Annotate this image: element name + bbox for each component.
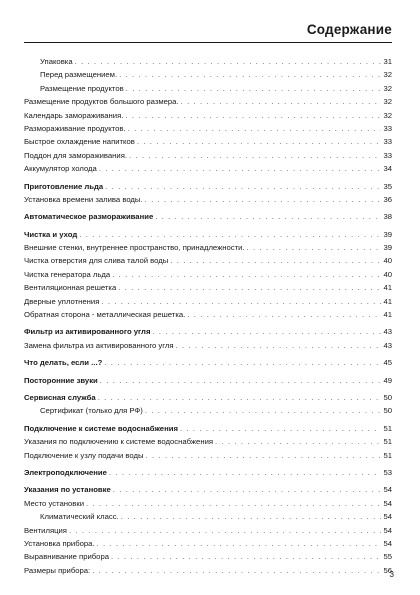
toc-entry[interactable] [24,228,392,241]
toc-entry[interactable] [24,122,392,135]
toc-leader-dots [79,228,381,241]
toc-entry-page: 40 [383,269,392,279]
toc-entry-page: 54 [383,538,392,548]
toc-entry-title: Поддон для замораживания. [24,150,127,160]
toc-entry[interactable] [24,193,392,206]
toc-entry[interactable] [24,564,392,577]
toc-entry[interactable] [24,68,392,81]
toc-leader-dots [98,391,382,404]
toc-leader-dots [119,68,381,81]
toc-entry[interactable] [24,339,392,352]
toc-entry[interactable] [24,483,392,496]
toc-leader-dots [99,162,382,175]
toc-entry[interactable] [24,281,392,294]
toc-entry-title: Размещение продуктов большого размера. [24,97,179,107]
toc-leader-dots [176,339,382,352]
toc-entry[interactable] [24,325,392,338]
toc-leader-dots [111,550,381,563]
toc-entry-title: Чистка отверстия для слива талой воды [24,256,169,266]
toc-entry-page: 32 [383,97,392,107]
toc-leader-dots [129,149,381,162]
toc-entry[interactable] [24,180,392,193]
toc-entry-page: 43 [383,327,392,337]
toc-entry-page: 32 [383,83,392,93]
toc-leader-dots [121,510,382,523]
toc-entry-title: Посторонние звуки [24,375,98,385]
toc-entry-title: Электроподключение [24,467,107,477]
toc-entry[interactable] [24,241,392,254]
toc-entry-page: 41 [383,310,392,320]
toc-leader-dots [105,180,381,193]
toc-entry-title: Внешние стенки, внутреннее пространство, принадлежности. [24,243,245,253]
toc-entry[interactable] [24,550,392,563]
toc-entry-title: Чистка генератора льда [24,269,111,279]
toc-entry-page: 55 [383,552,392,562]
toc-entry-page: 53 [383,467,392,477]
toc-entry-title: Что делать, если ...? [24,358,103,368]
toc-entry-title: Фильтр из активированного угля [24,327,151,337]
toc-entry-page: 49 [383,375,392,385]
toc-leader-dots [170,254,381,267]
toc-entry[interactable] [24,391,392,404]
toc-leader-dots [137,135,382,148]
toc-entry-page: 50 [383,392,392,402]
toc-entry-page: 54 [383,512,392,522]
toc-entry-page: 33 [383,150,392,160]
toc-entry-page: 41 [383,296,392,306]
toc-entry-page: 33 [383,123,392,133]
toc-leader-dots [109,466,382,479]
toc-entry-title: Упаковка [40,57,73,66]
toc-entry-title: Выравнивание прибора [24,552,110,562]
toc-entry-page: 41 [383,283,392,293]
toc-entry-page: 35 [383,181,392,191]
table-of-contents [24,55,392,577]
toc-entry[interactable] [24,356,392,369]
toc-entry-title: Обратная сторона - металлическая решетка. [24,310,186,320]
toc-entry-page: 54 [383,525,392,535]
toc-leader-dots [118,281,381,294]
toc-leader-dots [181,95,382,108]
toc-entry[interactable] [24,374,392,387]
toc-entry-title: Сертификат (только для РФ) [40,406,143,416]
toc-entry[interactable] [24,404,392,417]
toc-entry-page: 31 [383,57,392,66]
toc-entry[interactable] [24,162,392,175]
header-rule [24,42,392,43]
page-title: Содержание [306,22,392,37]
toc-entry-page: 39 [383,229,392,239]
toc-entry-title: Дверные уплотнения [24,296,100,306]
toc-leader-dots [145,404,382,417]
toc-entry-title: Размеры прибора: [24,565,91,575]
toc-entry[interactable] [24,135,392,148]
toc-entry-title: Подключение к узлу подачи воды [24,450,144,460]
toc-entry-page: 34 [383,164,392,174]
toc-entry-page: 54 [383,498,392,508]
toc-leader-dots [187,308,381,321]
toc-leader-dots [92,564,381,577]
toc-entry-page: 45 [383,358,392,368]
toc-entry[interactable] [24,82,392,95]
toc-entry-title: Указания по подключению к системе водоснабжения [24,437,214,447]
toc-leader-dots [101,295,381,308]
toc-leader-dots [113,483,382,496]
toc-leader-dots [75,55,382,68]
toc-entry[interactable] [24,537,392,550]
toc-entry[interactable] [24,109,392,122]
toc-leader-dots [126,82,382,95]
toc-entry[interactable] [24,497,392,510]
toc-entry[interactable] [24,308,392,321]
toc-leader-dots [152,325,381,338]
toc-leader-dots [69,524,381,537]
toc-leader-dots [180,422,382,435]
toc-entry[interactable] [24,149,392,162]
toc-entry[interactable] [24,95,392,108]
toc-entry-title: Автоматическое размораживание [24,212,154,222]
toc-entry[interactable] [24,210,392,223]
toc-leader-dots [155,210,381,223]
toc-entry-title: Указания по установке [24,485,111,495]
toc-entry[interactable] [24,295,392,308]
toc-entry-title: Вентиляционная решетка [24,283,117,293]
toc-entry-title: Аккумулятор холода [24,164,97,174]
toc-entry-title: Календарь замораживания. [24,110,124,120]
page-number: 3 [389,570,394,579]
toc-entry-page: 54 [383,485,392,495]
toc-entry-title: Установка времени залива воды. [24,194,143,204]
toc-entry-title: Место установки [24,498,85,508]
toc-entry-title: Приготовление льда [24,181,104,191]
toc-leader-dots [145,193,382,206]
toc-entry-title: Вентиляция [24,525,67,535]
toc-entry[interactable] [24,510,392,523]
toc-entry-title: Быстрое охлаждение напитков [24,137,135,147]
toc-entry[interactable] [24,422,392,435]
toc-entry-page: 32 [383,110,392,120]
toc-entry-page: 50 [383,406,392,416]
toc-entry-title: Замена фильтра из активированного угля [24,340,174,350]
toc-leader-dots [247,241,382,254]
toc-entry-page: 51 [383,450,392,460]
toc-entry-title: Установка прибора. [24,538,95,548]
toc-entry-page: 38 [383,212,392,222]
toc-entry-page: 40 [383,256,392,266]
toc-leader-dots [128,122,382,135]
toc-leader-dots [100,374,382,387]
toc-entry-title: Перед размещением. [40,70,118,80]
toc-entry-title: Сервисная служба [24,392,96,402]
toc-leader-dots [215,435,381,448]
toc-entry-page: 51 [383,437,392,447]
toc-entry[interactable] [24,524,392,537]
toc-entry[interactable] [24,55,392,68]
toc-entry-title: Размещение продуктов [40,83,124,93]
toc-entry-page: 39 [383,243,392,253]
toc-leader-dots [146,449,382,462]
toc-entry-page: 56 [383,565,392,575]
toc-entry[interactable] [24,435,392,448]
toc-entry-title: Размораживание продуктов. [24,123,126,133]
toc-leader-dots [86,497,381,510]
toc-entry-page: 32 [383,70,392,80]
toc-entry[interactable] [24,268,392,281]
toc-entry-title: Климатический класс. [40,512,119,522]
toc-leader-dots [125,109,381,122]
toc-leader-dots [104,356,381,369]
toc-entry-page: 51 [383,423,392,433]
toc-leader-dots [97,537,382,550]
toc-entry[interactable] [24,254,392,267]
toc-entry-title: Подключение к системе водоснабжения [24,423,178,433]
toc-entry-title: Чистка и уход [24,229,78,239]
toc-entry-page: 33 [383,137,392,147]
toc-leader-dots [112,268,381,281]
toc-entry-page: 43 [383,340,392,350]
toc-entry[interactable] [24,466,392,479]
toc-entry[interactable] [24,449,392,462]
toc-entry-page: 36 [383,194,392,204]
